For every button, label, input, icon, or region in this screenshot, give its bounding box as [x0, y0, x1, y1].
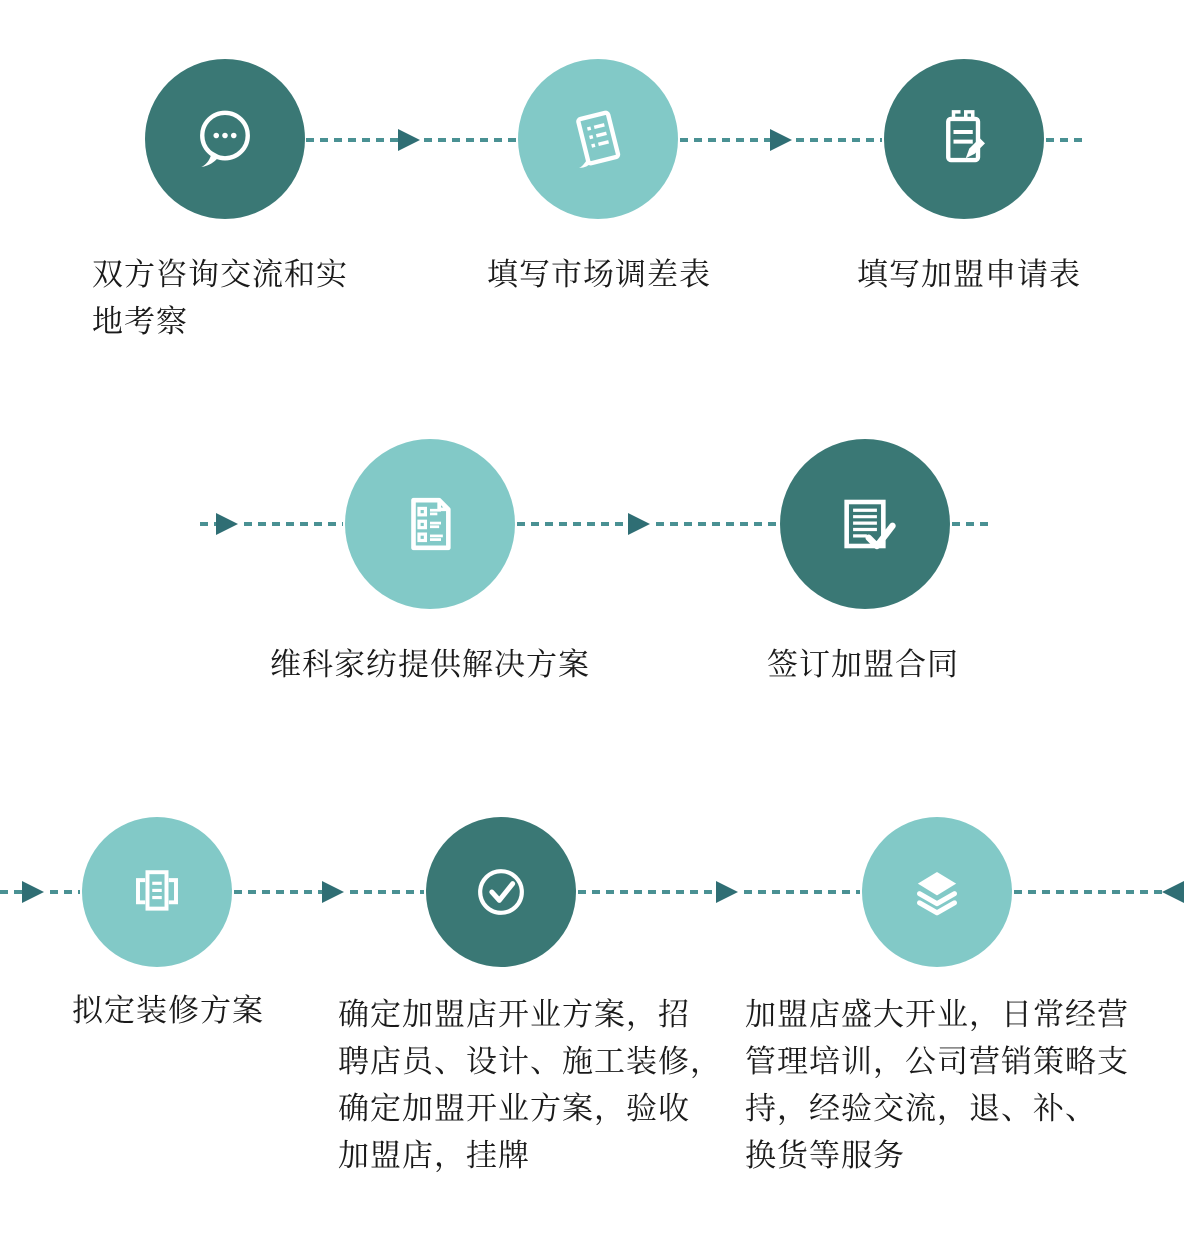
step-8-circle — [862, 817, 1012, 967]
step-6-circle — [82, 817, 232, 967]
connector-dash — [200, 522, 216, 526]
step-6-label — [72, 988, 264, 1035]
connector-dash — [1046, 138, 1082, 142]
check-circle-icon — [461, 852, 541, 932]
connector-dash — [1014, 890, 1162, 894]
connector-dash — [517, 522, 628, 526]
step-7-label-line-2: 聘店员、设计、施工装修， — [338, 1044, 722, 1080]
clipboard-pencil-icon — [922, 97, 1006, 181]
step-8-label — [745, 992, 1129, 1180]
connector-dash — [50, 890, 80, 894]
step-8-label-line-4: 换货等服务 — [745, 1138, 905, 1174]
arrowhead-right-icon — [716, 881, 738, 903]
step-8-label-line-1: 加盟店盛大开业，日常经营 — [745, 997, 1129, 1033]
arrowhead-right-icon — [22, 881, 44, 903]
connector-dash — [656, 522, 778, 526]
step-7-label-line-3: 确定加盟开业方案，验收 — [338, 1091, 690, 1127]
connector-dash — [350, 890, 424, 894]
checklist-document-icon — [386, 480, 474, 568]
step-3-circle — [884, 59, 1044, 219]
arrowhead-left-icon — [1162, 881, 1184, 903]
step-3-label-line-1: 填写加盟申请表 — [857, 257, 1081, 293]
step-1-circle — [145, 59, 305, 219]
connector-dash — [744, 890, 860, 894]
step-4-label — [270, 642, 590, 689]
step-8-label-line-3: 持，经验交流，退、补、 — [745, 1091, 1097, 1127]
step-7-label — [338, 992, 722, 1180]
survey-form-icon — [556, 97, 640, 181]
arrowhead-right-icon — [628, 513, 650, 535]
connector-dash — [952, 522, 990, 526]
connector-dash — [244, 522, 343, 526]
arrowhead-right-icon — [770, 129, 792, 151]
layers-icon — [897, 852, 977, 932]
connector-dash — [306, 138, 398, 142]
step-7-label-line-4: 加盟店，挂牌 — [338, 1138, 530, 1174]
printer-document-icon — [119, 854, 195, 930]
connector-dash — [424, 138, 516, 142]
step-4-circle — [345, 439, 515, 609]
step-2-circle — [518, 59, 678, 219]
step-3-label — [857, 252, 1081, 299]
step-1-label-line-2: 地考察 — [92, 304, 188, 340]
connector-dash — [0, 890, 22, 894]
step-2-label — [487, 252, 711, 299]
connector-dash — [680, 138, 770, 142]
arrowhead-right-icon — [398, 129, 420, 151]
chat-bubble-icon — [183, 97, 267, 181]
document-check-icon — [821, 480, 909, 568]
step-5-label-line-1: 签订加盟合同 — [767, 647, 959, 683]
step-2-label-line-1: 填写市场调差表 — [487, 257, 711, 293]
step-7-label-line-1: 确定加盟店开业方案，招 — [338, 997, 690, 1033]
arrowhead-right-icon — [322, 881, 344, 903]
step-5-label — [767, 642, 959, 689]
step-5-circle — [780, 439, 950, 609]
step-7-circle — [426, 817, 576, 967]
arrowhead-right-icon — [216, 513, 238, 535]
step-1-label — [92, 252, 348, 346]
step-4-label-line-1: 维科家纺提供解决方案 — [270, 647, 590, 683]
step-8-label-line-2: 管理培训，公司营销策略支 — [745, 1044, 1129, 1080]
step-6-label-line-1: 拟定装修方案 — [72, 993, 264, 1029]
step-1-label-line-1: 双方咨询交流和实 — [92, 257, 348, 293]
connector-dash — [234, 890, 322, 894]
connector-dash — [796, 138, 882, 142]
connector-dash — [578, 890, 716, 894]
